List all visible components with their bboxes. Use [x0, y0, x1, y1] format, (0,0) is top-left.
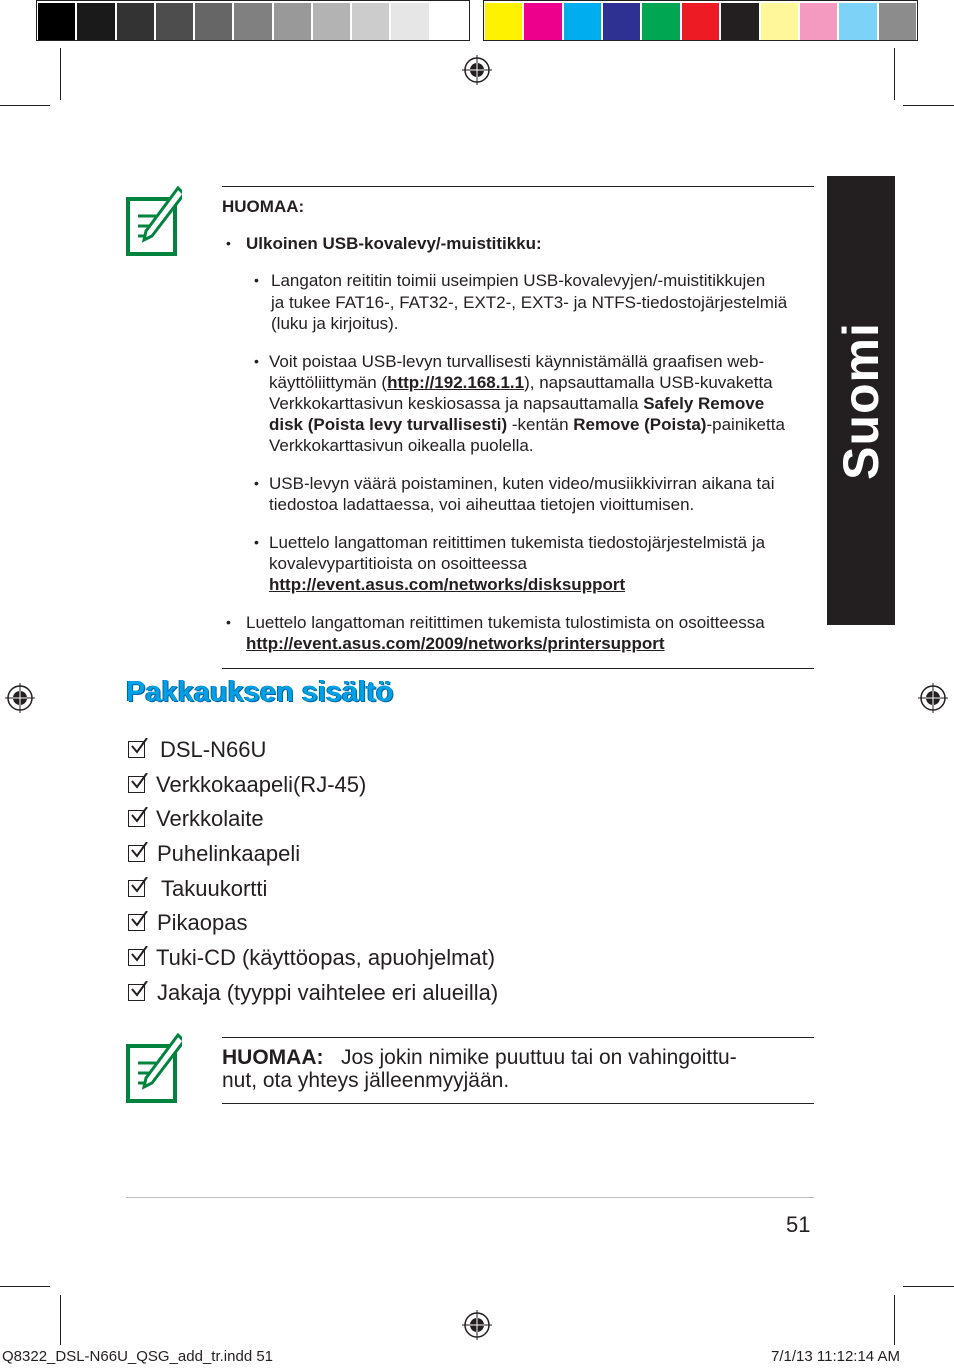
- checkbox-icon: [128, 845, 145, 862]
- color-swatch: [352, 3, 389, 40]
- footer-filename: Q8322_DSL-N66U_QSG_add_tr.indd 51: [2, 1348, 274, 1365]
- sub2-bold: Remove (Poista): [573, 415, 707, 434]
- note-bottom-rule: [222, 668, 814, 669]
- list-item: Tuki-CD (käyttöopas, apuohjelmat): [156, 945, 496, 970]
- color-swatch: [274, 3, 311, 40]
- checkbox-icon: [128, 810, 145, 827]
- color-swatch: [234, 3, 271, 40]
- sub3-line1: USB-levyn väärä poistaminen, kuten video/musiikkivirran aikana tai: [269, 474, 775, 493]
- list-item: Puhelinkaapeli: [157, 841, 301, 866]
- bullet-dot: •: [254, 534, 259, 550]
- crop-mark: [60, 1295, 61, 1345]
- note2-top-rule: [222, 1037, 814, 1038]
- sub3-line2: tiedostoa ladattaessa, voi aiheuttaa tietojen vioittumisen.: [269, 495, 695, 514]
- list-item: Takuukortti: [161, 876, 268, 901]
- color-swatch: [642, 3, 679, 40]
- sub4-line1: Luettelo langattoman reitittimen tukemista tiedostojärjestelmistä ja: [269, 533, 766, 552]
- checkbox-icon: [128, 880, 145, 897]
- color-swatch: [879, 3, 916, 40]
- bullet-dot: •: [226, 235, 231, 251]
- color-swatch: [156, 3, 193, 40]
- registration-mark-icon: [462, 55, 492, 85]
- sub1-line2: ja tukee FAT16-, FAT32-, EXT2-, EXT3- ja NTFS-tiedostojärjestelmiä: [271, 293, 788, 312]
- sub2-text: käyttöliittymän (: [269, 373, 388, 392]
- color-swatch: [721, 3, 758, 40]
- checkbox-icon: [128, 776, 145, 793]
- note-top-rule: [222, 186, 814, 187]
- crop-mark: [894, 48, 895, 100]
- color-bar-brights: [483, 0, 918, 41]
- footer-rule: [126, 1197, 814, 1198]
- list-item: Jakaja (tyyppi vaihtelee eri alueilla): [157, 980, 499, 1005]
- registration-mark-icon: [462, 1310, 492, 1340]
- note-pencil-icon: [126, 186, 182, 256]
- printer-line: Luettelo langattoman reitittimen tukemista tulostimista on osoitteessa: [246, 613, 765, 632]
- color-swatch: [485, 3, 522, 40]
- sub2-line3: [269, 393, 764, 414]
- sub2-line1: Voit poistaa USB-levyn turvallisesti käynnistämällä graafisen web-: [269, 352, 765, 371]
- sub4-line2: kovalevypartitioista on osoitteessa: [269, 554, 527, 573]
- color-swatch: [38, 3, 75, 40]
- page-number: 51: [786, 1212, 811, 1237]
- color-swatch: [313, 3, 350, 40]
- crop-mark: [60, 48, 61, 100]
- section-title: Pakkauksen sisältö: [126, 676, 394, 708]
- color-swatch: [117, 3, 154, 40]
- color-swatch: [761, 3, 798, 40]
- color-swatch: [195, 3, 232, 40]
- sub1-line1: Langaton reititin toimii useimpien USB-kovalevyjen/-muistitikkujen: [271, 271, 766, 290]
- printersupport-link[interactable]: http://event.asus.com/2009/networks/printersupport: [246, 634, 665, 653]
- sub2-line4: [269, 414, 785, 435]
- note2-text: Jos jokin nimike puuttuu tai on vahingoittu-: [341, 1046, 737, 1069]
- language-side-tab: [827, 176, 895, 625]
- sub2-line2: [269, 372, 773, 393]
- checkbox-icon: [128, 949, 145, 966]
- note-heading: HUOMAA:: [222, 197, 305, 216]
- color-swatch: [603, 3, 640, 40]
- color-swatch: [524, 3, 561, 40]
- list-item: Verkkokaapeli(RJ-45): [156, 772, 367, 797]
- color-swatch: [77, 3, 114, 40]
- crop-mark: [0, 105, 50, 106]
- bullet-dot: •: [254, 272, 259, 288]
- sub2-bold: Safely Remove: [643, 394, 765, 413]
- sub2-text: Verkkokarttasivun keskiosassa ja napsauttamalla: [269, 394, 644, 413]
- note2-bottom-rule: [222, 1103, 814, 1104]
- color-swatch: [682, 3, 719, 40]
- color-bar-grays: [36, 0, 470, 41]
- disksupport-link[interactable]: http://event.asus.com/networks/disksupport: [269, 575, 626, 594]
- usb-heading: Ulkoinen USB-kovalevy/-muistitikku:: [246, 234, 542, 253]
- color-swatch: [564, 3, 601, 40]
- checkbox-icon: [128, 984, 145, 1001]
- color-swatch: [431, 3, 468, 40]
- sub2-text: -kentän: [507, 415, 574, 434]
- sub1-line3: (luku ja kirjoitus).: [271, 314, 399, 333]
- color-swatch: [391, 3, 428, 40]
- checkbox-icon: [128, 914, 145, 931]
- crop-mark: [0, 1286, 50, 1287]
- list-item: Pikaopas: [157, 910, 248, 935]
- crop-mark: [903, 105, 954, 106]
- sub2-text: ), napsauttamalla USB-kuvaketta: [524, 373, 773, 392]
- note-pencil-icon: [126, 1033, 182, 1103]
- crop-mark: [894, 1295, 895, 1345]
- color-swatch: [839, 3, 876, 40]
- checkbox-icon: [128, 741, 145, 758]
- bullet-dot: •: [226, 614, 231, 630]
- registration-mark-icon: [5, 683, 35, 713]
- side-tab-label: Suomi: [833, 321, 889, 480]
- sub2-line5: Verkkokarttasivun oikealla puolella.: [269, 436, 534, 455]
- list-item: DSL-N66U: [160, 737, 267, 762]
- router-ip-link[interactable]: http://192.168.1.1: [387, 373, 525, 392]
- note2-heading: HUOMAA:: [222, 1046, 324, 1069]
- crop-mark: [903, 1286, 954, 1287]
- bullet-dot: •: [254, 475, 259, 491]
- bullet-dot: •: [254, 353, 259, 369]
- sub2-bold: disk (Poista levy turvallisesti): [269, 415, 508, 434]
- note2-line2: nut, ota yhteys jälleenmyyjään.: [222, 1069, 510, 1092]
- color-swatch: [800, 3, 837, 40]
- sub2-text: -painiketta: [706, 415, 785, 434]
- footer-date: 7/1/13 11:12:14 AM: [771, 1348, 900, 1365]
- registration-mark-icon: [918, 683, 948, 713]
- list-item: Verkkolaite: [156, 806, 264, 831]
